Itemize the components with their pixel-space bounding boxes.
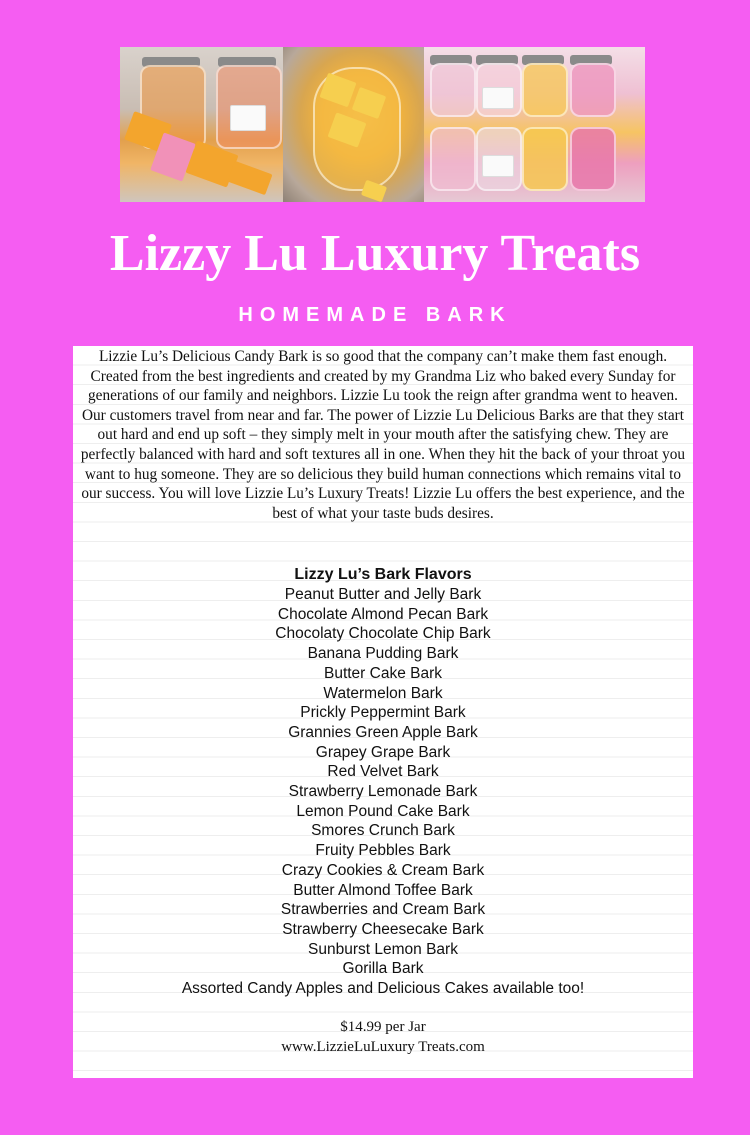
flavors-list bbox=[73, 565, 693, 999]
candy-jar bbox=[570, 127, 616, 191]
yellow-bark-jar-photo bbox=[283, 47, 424, 202]
candy-jar bbox=[430, 127, 476, 191]
candy-jar bbox=[522, 127, 568, 191]
flavor-item: Strawberry Lemonade Bark bbox=[288, 783, 478, 801]
flavor-item: Prickly Peppermint Bark bbox=[300, 704, 466, 722]
bark-piece bbox=[227, 161, 272, 195]
product-photo-strip bbox=[120, 47, 645, 202]
flavor-item: Butter Cake Bark bbox=[323, 664, 443, 682]
flavor-item: Lemon Pound Cake Bark bbox=[296, 802, 470, 820]
content-card bbox=[73, 346, 693, 1078]
flavors-heading: Lizzy Lu’s Bark Flavors bbox=[294, 566, 472, 583]
flavor-item: Strawberry Cheesecake Bark bbox=[282, 920, 484, 938]
candy-jar bbox=[570, 63, 616, 117]
flavor-item: Fruity Pebbles Bark bbox=[315, 842, 451, 860]
flavor-item: Chocolaty Chocolate Chip Bark bbox=[275, 625, 491, 643]
candy-jar bbox=[430, 63, 476, 117]
flavor-item: Strawberries and Cream Bark bbox=[280, 901, 486, 919]
flavor-item: Gorilla Bark bbox=[342, 960, 424, 978]
flavor-item: Chocolate Almond Pecan Bark bbox=[277, 605, 489, 623]
page-title: Lizzy Lu Luxury Treats bbox=[109, 225, 641, 282]
flavor-item: Smores Crunch Bark bbox=[311, 822, 455, 840]
description-paragraph: Lizzie Lu’s Delicious Candy Bark is so good that the company can’t make them fast enough. Created from the best ingredients and created by my Grandma Liz who baked every Sunday for generations of our family and neighbors. Lizzie Lu took the reign after grandma went to heaven. Our customers travel from near and far. The power of Lizzie Lu Delicious Barks are that they start out hard and end up soft – they simply melt in your mouth after the satisfying chew. They are perfectly balanced with hard and soft textures all in one. When they hit the back of your throat you want to hug someone. They are so delicious they build human connections which remains vital to our success. You will love Lizzie Lu’s Luxury Treats! Lizzie Lu offers the best experience, and the best of what your taste buds desires. bbox=[80, 348, 686, 522]
assorted-jars-display-photo bbox=[424, 47, 645, 202]
jar-label bbox=[482, 155, 514, 177]
flavor-item: Watermelon Bark bbox=[323, 684, 443, 702]
price-text: $14.99 per Jar bbox=[340, 1019, 426, 1035]
flavor-item: Butter Almond Toffee Bark bbox=[293, 881, 473, 899]
availability-note: Assorted Candy Apples and Delicious Cakes available too! bbox=[181, 980, 585, 998]
flavor-item: Crazy Cookies & Cream Bark bbox=[281, 861, 485, 879]
candy-jar bbox=[522, 63, 568, 117]
jar-label bbox=[230, 105, 266, 131]
jar-label bbox=[482, 87, 514, 109]
flavor-item: Peanut Butter and Jelly Bark bbox=[284, 586, 482, 603]
website-text: www.LizzieLuLuxury Treats.com bbox=[281, 1039, 485, 1055]
candy-jars-photo bbox=[120, 47, 283, 202]
flavor-item: Sunburst Lemon Bark bbox=[308, 940, 458, 958]
flavor-item: Grapey Grape Bark bbox=[315, 743, 451, 761]
page-subtitle: HOMEMADE BARK bbox=[238, 304, 512, 326]
flavor-item: Grannies Green Apple Bark bbox=[288, 723, 478, 741]
flavor-item: Banana Pudding Bark bbox=[307, 645, 459, 663]
flavor-item: Red Velvet Bark bbox=[327, 763, 439, 781]
